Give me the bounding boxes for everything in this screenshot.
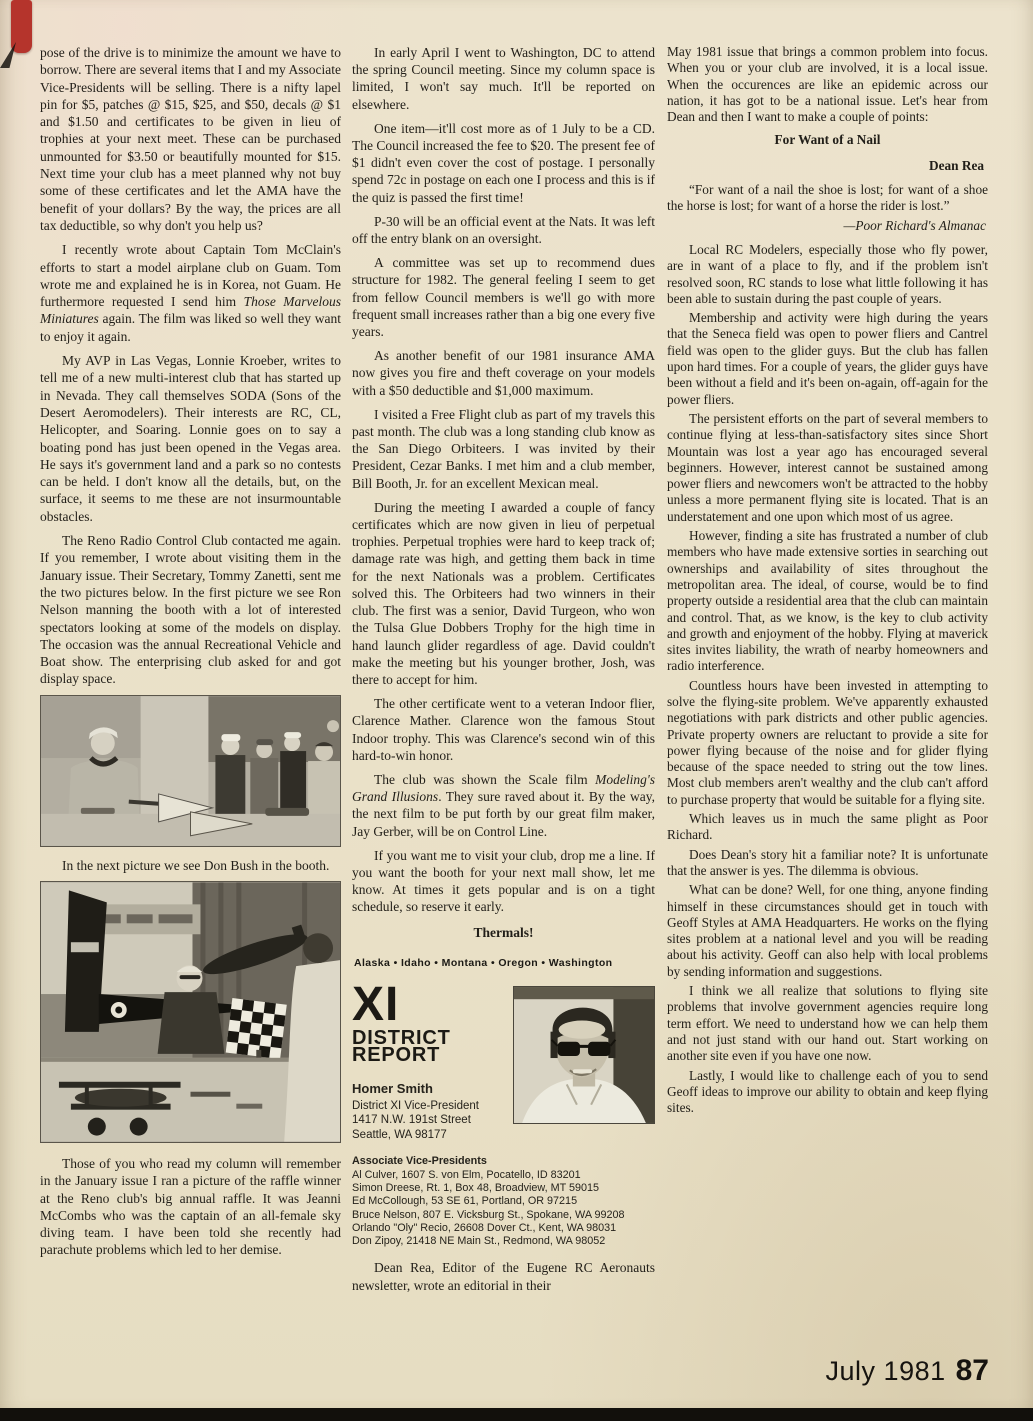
paragraph: May 1981 issue that brings a common problem into focus. When you or your club are involved, it is a local issue. When the occurences are like an epidemic across our nation, it has got to be a national issue. Let's hear from Dean and then I want to make a couple of points: xyxy=(667,44,988,125)
officer-address: Seattle, WA 98177 xyxy=(352,1128,447,1141)
paragraph: The other certificate went to a veteran Indoor flier, Clarence Mather. Clarence won the famous Stout Indoor trophy. This was Clarence's second win of this hard-to-win honor. xyxy=(352,696,655,763)
paragraph: One item—it'll cost more as of 1 July to be a CD. The Council increased the fee to $20. The present fee of $1 didn't even cover the cost of postage. I personally spend 72c in postage on each one I process and this is if the quiz is passed the first time! xyxy=(352,120,656,205)
paragraph: My AVP in Las Vegas, Lonnie Kroeber, writes to tell me of a new multi-interest club that has started up in Nevada. They call themselves SODA (Sons of the Desert Aeromodelers). Their interests are RC, CL, Helicopter, and Soaring. Lonnie goes on to say a boating pond has just been opened in the Vegas area. He says it's government land and a park so no contests can be held. I don't know all the details, but, on the surface, it seems to me these are not insurmountable obstacles. xyxy=(40,353,341,524)
paragraph: If you want me to visit your club, drop me a line. If you want the booth for your next mall show, let me know. At times it gets popular and is on a tight schedule, so reserve it early. xyxy=(352,847,655,915)
paragraph: Which leaves us in much the same plight as Poor Richard. xyxy=(667,811,988,843)
right-column xyxy=(667,44,988,1119)
district-roman-numeral: XI xyxy=(352,977,400,1031)
paragraph: In early April I went to Washington, DC to attend the spring Council meeting. Since my column space is limited, I won't say much. It'll be reported on elsewhere. xyxy=(352,45,655,112)
signoff-thermals: Thermals! xyxy=(473,924,534,940)
paragraph: Dean Rea, Editor of the Eugene RC Aeronauts newsletter, wrote an editorial in their xyxy=(352,1260,655,1293)
quote-paragraph: “For want of a nail the shoe is lost; for want of a shoe the horse is lost; for want of a horse the rider is lost.” xyxy=(667,182,988,214)
editorial-heading: For Want of a Nail xyxy=(774,132,881,148)
photo-caption: In the next picture we see Don Bush in the booth. xyxy=(62,857,330,873)
page-footer xyxy=(826,1354,989,1388)
avp-header: Associate Vice-Presidents xyxy=(352,1155,487,1168)
paragraph: The persistent efforts on the part of several members to continue flying at less-than-satisfactory sites since Short Mountain was lost a year ago has encouraged several beginners. However, interest cannot be sustained among power fliers and newcomers won't be attracted to the hobby unless a more permanent flying site is located. That is an understatement and one upon which most of us agree. xyxy=(667,410,988,524)
district-report-block xyxy=(352,955,655,1249)
paragraph: pose of the drive is to minimize the amount we have to borrow. There are several items that I and my Associate Vice-Presidents will be selling. There is a nifty lapel pin for $5, patches @ $15, $25, and $50, decals @ $1 and $1.50 and certificates to be given in lieu of trophies at your next meet. These can be purchased unmounted for $3.50 or beautifully mounted for $15. Next time your club has a meet planned why not buy some of these certificates and let the AMA have the benefit of your dollars? By the way, the prices are all tax deductible, so why don't you help us? xyxy=(40,45,341,233)
officer-title: District XI Vice-President xyxy=(352,1099,479,1112)
paragraph: I visited a Free Flight club as part of my travels this past month. The club was a long standing club know as the San Diego Orbiteers. I was invited by their President, Cezar Banks. I met him and a club member, Bill Booth, Jr. for an excellent Mexican meal. xyxy=(352,406,655,491)
paragraph: During the meeting I awarded a couple of fancy certificates which are now given in lieu of perpetual trophies. Perpetual trophies were hard to keep track of; damage rate was high, and getting them back in time for the next Nationals was a problem. Certificates solved this. The Orbiteers had two winners in their club. The first was a senior, David Turgeon, who won the Tulsa Glue Dobbers Trophy for the high time in hand launch glider regardless of age. David couldn't make the meeting but his younger brother, Josh, was there to accept for him. xyxy=(352,499,655,687)
portrait-homer-smith xyxy=(513,986,655,1124)
district-report-title: DISTRICT REPORT xyxy=(352,1026,451,1067)
photo-reno-booth-crowd xyxy=(40,695,341,847)
officer-name: Homer Smith xyxy=(352,1081,433,1097)
paragraph-text: again. The film was liked so well they want to enjoy it again. xyxy=(40,311,341,344)
avp-line: Simon Dreese, Rt. 1, Box 48, Broadview, MT 59015 xyxy=(352,1181,600,1194)
paragraph: Countless hours have been invested in attempting to solve the flying-site problem. We've apparently exhausted negotiations with park districts and other public agencies. Private property owners are reluctant to provide a site for power flying because of the noise and for glider flying because of the space needed to string out the tow lines. Most club members aren't wealthy and the club can't afford to purchase property that would be suitable for a flying site. xyxy=(667,677,988,807)
paragraph: The Reno Radio Control Club contacted me again. If you remember, I wrote about visiting them in the January issue. Their Secretary, Tommy Zanetti, sent me the two pictures below. In the first picture we see Ron Nelson manning the booth with a lot of interested spectators looking at some of the models on display. The occasion was the annual Recreational Vehicle and Boat show. The enterprising club asked for and got display space. xyxy=(40,533,341,687)
officer-address: 1417 N.W. 191st Street xyxy=(352,1114,471,1127)
paragraph: However, finding a site has frustrated a number of club members who have made extensive sorties in searching out ownerships and availability of sites throughout the metropolitan area. The ideal, of course, would be to find property outside a residential area that the club can maintain and control. That, as we know, is the key to club activity and growth and enjoyment of the hobby. Flying at maverick sites invites liability, the wrath of nearby homeowners and radio interference. xyxy=(667,528,988,674)
paragraph: Does Dean's story hit a familiar note? It is unfortunate that the answer is yes. The dilemma is obvious. xyxy=(667,846,988,878)
avp-line: Don Zipoy, 21418 NE Main St., Redmond, WA 98052 xyxy=(352,1235,606,1248)
paragraph: I think we all realize that solutions to flying site problems that involve government agencies require long term effort. We need to understand how we can help them and not just stand with our hand out. Start working on another site even if you have one now. xyxy=(667,983,988,1064)
paragraph: As another benefit of our 1981 insurance AMA now gives you fire and theft coverage on your models with a $50 deductible and $1,000 maximum. xyxy=(352,348,655,398)
page-number: 87 xyxy=(955,1354,989,1387)
film-title-italic: Those Marvelous Miniatures xyxy=(40,294,341,327)
avp-line: Orlando "Oly" Recio, 26608 Dover Ct., Kent, WA 98031 xyxy=(352,1221,617,1234)
paragraph xyxy=(352,771,655,840)
avp-line: Bruce Nelson, 807 E. Vicksburg St., Spokane, WA 99208 xyxy=(352,1208,625,1221)
film-title-italic: Modeling's Grand Illusions xyxy=(352,771,655,805)
district-officer-block xyxy=(352,1082,503,1142)
left-column xyxy=(40,44,341,1266)
photo-don-bush-booth xyxy=(40,881,341,1143)
quote-attribution: —Poor Richard's Almanac xyxy=(843,217,986,233)
paragraph: Those of you who read my column will remember in the January issue I ran a picture of the raffle winner at the Reno club's big annual raffle. It was Jeanni McCombs who was the captain of an all-female sky diving team. I have been told she recently had parachute problems which led to her demise. xyxy=(40,1155,341,1258)
paragraph: What can be done? Well, for one thing, anyone finding himself in these circumstances should get in touch with Geoff Styles at AMA Headquarters. He works on the flying sites problem at a national level and you will be reading about his activity. Geoff can also help with local problems by sending information and suggestions. xyxy=(667,882,988,979)
paragraph xyxy=(40,241,341,345)
avp-line: Ed McCollough, 53 SE 61, Portland, OR 97215 xyxy=(352,1195,578,1208)
associate-vps-block xyxy=(352,1155,655,1248)
paragraph-text: The club was shown the Scale film xyxy=(374,771,596,787)
paragraph: P-30 will be an official event at the Nats. It was left off the entry blank on an oversight. xyxy=(352,213,655,247)
page-bottom-edge xyxy=(0,1408,1033,1421)
paragraph-text: . They sure raved about it. By the way, the next film to be put forth by our great film maker, Jay Gerber, will be on Control Line. xyxy=(352,789,655,839)
district-states-line: Alaska • Idaho • Montana • Oregon • Washington xyxy=(354,956,613,969)
issue-date: July 1981 xyxy=(825,1356,946,1386)
paragraph: Local RC Modelers, especially those who fly power, are in want of a place to fly, and if the problem isn't resolved soon, RC stands to lose what little following it has been able to sustain during the past couple of years. xyxy=(667,241,988,306)
paragraph: A committee was set up to recommend dues structure for 1982. The general feeling I seem to get from fellow Council members is we'll go with more frequent small increases rather than a big one every five years. xyxy=(352,255,655,340)
paragraph-text: I recently wrote about Captain Tom McClain's efforts to start a model airplane club on Guam. Tom wrote me and explained he is in Korea, not Guam. He furthermore requested I send him xyxy=(40,242,341,310)
corner-shadow-mark xyxy=(0,42,16,68)
paragraph: Membership and activity were high during the years that the Seneca field was open to power fliers and Cantrel field was open to the glider guys. But the club has fallen upon hard times. For a couple of years, the glider guys have been without a field and it's been on-again, off-again for the power fliers. xyxy=(667,310,988,407)
editorial-byline: Dean Rea xyxy=(928,157,984,173)
paragraph: Lastly, I would like to challenge each of you to send Geoff ideas to improve our ability to obtain and keep flying sites. xyxy=(667,1067,988,1116)
middle-column xyxy=(352,44,655,1301)
avp-line: Al Culver, 1607 S. von Elm, Pocatello, ID 83201 xyxy=(352,1168,581,1181)
